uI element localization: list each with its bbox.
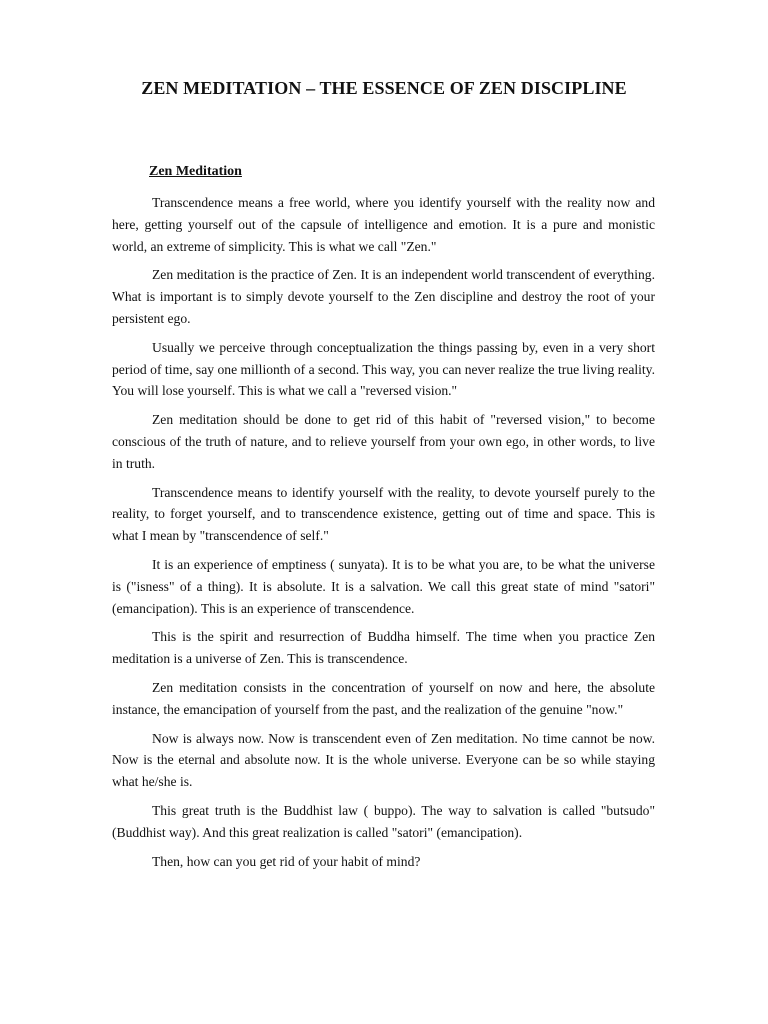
paragraph: Zen meditation should be done to get rid of this habit of "reversed vision," to become conscious of the truth of nature, and to relieve yourself from your own ego, in other words, to live in truth. [112, 412, 655, 471]
paragraph: Usually we perceive through conceptualization the things passing by, even in a very short period of time, say one millionth of a second. This way, you can never realize the true living reality. You will lose yourself. This is what we call a "reversed vision." [112, 339, 655, 399]
paragraph: Then, how can you get rid of your habit of mind? [152, 853, 421, 869]
section-heading: Zen Meditation [149, 164, 242, 179]
paragraph: Transcendence means a free world, where you identify yourself with the reality now and here, getting yourself out of the capsule of intelligence and emotion. It is a pure and monistic world, an extreme of simplicity. This is what we call "Zen." [112, 195, 655, 254]
paragraph: Transcendence means to identify yourself with the reality, to devote yourself purely to the reality, to forget yourself, and to transcendence existence, getting out of time and space. This is what I mean by "transcendence of self." [112, 484, 655, 544]
paragraph: It is an experience of emptiness ( sunyata). It is to be what you are, to be what the universe is ("isness" of a thing). It is absolute. It is a salvation. We call this great state of mind "satori" (emancipation). This is an experience of transcendence. [112, 556, 655, 616]
paragraph: Now is always now. Now is transcendent even of Zen meditation. No time cannot be now. Now is the eternal and absolute now. It is the whole universe. Everyone can be so while staying what he/she is. [112, 730, 655, 790]
paragraph: This is the spirit and resurrection of Buddha himself. The time when you practice Zen meditation is a universe of Zen. This is transcendence. [112, 629, 655, 667]
paragraph: Zen meditation is the practice of Zen. It is an independent world transcendent of everything. What is important is to simply devote yourself to the Zen discipline and destroy the root of your persistent ego. [112, 267, 655, 326]
paragraph: This great truth is the Buddhist law ( buppo). The way to salvation is called "butsudo" (Buddhist way). And this great realization is called "satori" (emancipation). [112, 802, 655, 840]
paragraph: Zen meditation consists in the concentration of yourself on now and here, the absolute instance, the emancipation of yourself from the past, and the realization of the genuine "now." [112, 679, 655, 717]
document-title: ZEN MEDITATION – THE ESSENCE OF ZEN DISCIPLINE [141, 78, 627, 98]
document-body [112, 192, 655, 879]
